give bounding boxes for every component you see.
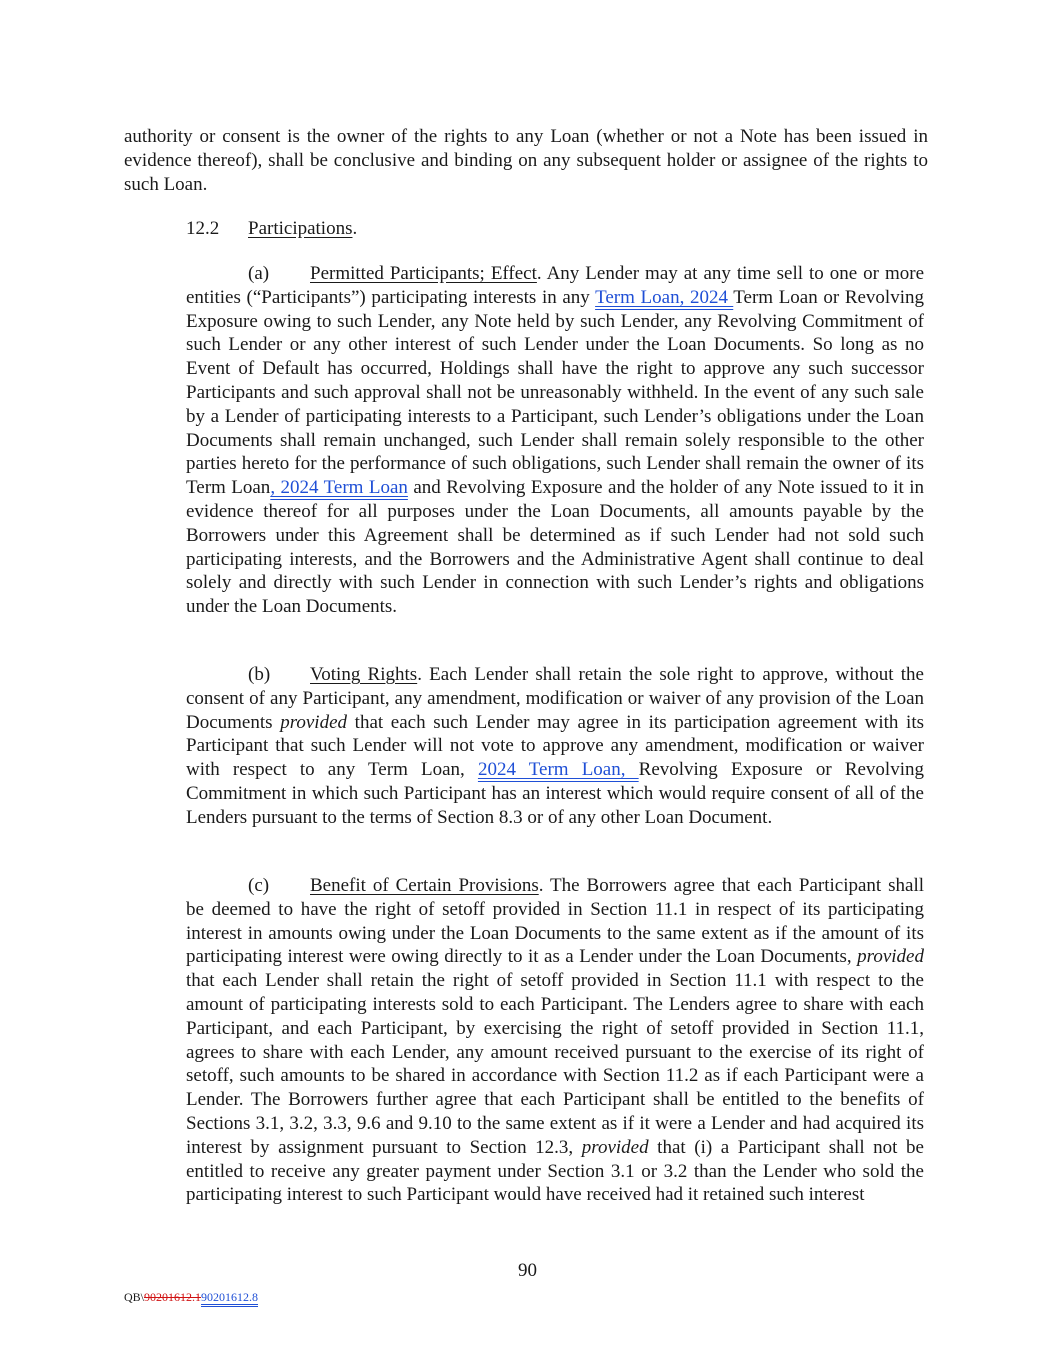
paragraph-a-text-1: . Any Lender may at any time sell to one or more entities (“Participants”) participating interests in any bbox=[186, 263, 925, 308]
page-number: 90 bbox=[518, 1260, 537, 1281]
inserted-text: Term Loan, 2024 bbox=[595, 286, 734, 308]
paragraph-b bbox=[186, 663, 924, 830]
document-id bbox=[124, 1290, 258, 1304]
inserted-text: , 2024 Term Loan bbox=[270, 477, 408, 499]
section-number: 12.2 bbox=[186, 218, 220, 239]
paragraph-b-label: (b) bbox=[248, 664, 271, 685]
paragraph-a bbox=[186, 262, 924, 619]
italic-provided: provided bbox=[857, 946, 924, 968]
paragraph-a-text-2: Term Loan or Revolving Exposure owing to such Lender, any Note held by such Lender, any Revolving Commitment of such Lender or any other interest of such Lender under the Loan Documents. So long as no Event of Default has occurred, Holdings shall have the right to approve any such successor Participants and such approval shall not be unreasonably withheld. In the event of any such sale by a Lender of participating interests to a Participant, such Lender’s obligations under the Loan Documents shall remain unchanged, such Lender shall remain solely responsible to the other parties hereto for the performance of such obligations, such Lender shall remain the owner of its Term Loan bbox=[186, 286, 924, 499]
paragraph-c-title: Benefit of Certain Provisions bbox=[310, 875, 539, 896]
paragraph-c-text-2: that each Lender shall retain the right of setoff provided in Section 11.1 with respect to the amount of participating interests sold to each Participant. The Lenders agree to share with each Participant, and each Participant, by exercising the right of setoff provided in Section 11.1, agrees to share with each Lender, any amount received pursuant to the exercise of its right of setoff, such amounts to be shared in accordance with Section 11.2 as if each Participant were a Lender. The Borrowers further agree that each Participant shall be entitled to the benefits of Sections 3.1, 3.2, 3.3, 9.6 and 9.10 to the same extent as if it were a Lender and had acquired its interest by assignment pursuant to Section 12.3, bbox=[186, 970, 924, 1158]
document-id-prefix: QB\ bbox=[124, 1290, 145, 1304]
paragraph-b-text-3: Revolving Exposure or Revolving Commitment in which such Participant has an interest which would require consent of all of the Lenders pursuant to the terms of Section 8.3 or of any other Loan Document. bbox=[186, 759, 924, 828]
italic-provided: provided bbox=[581, 1136, 649, 1158]
paragraph-b-text-1: . Each Lender shall retain the sole right to approve, without the consent of any Participant, any amendment, modification or waiver of any provision of the Loan Documents bbox=[186, 664, 924, 733]
inserted-text: 2024 Term Loan, bbox=[477, 759, 639, 781]
paragraph-a-label: (a) bbox=[248, 263, 270, 284]
paragraph-b-title: Voting Rights bbox=[310, 664, 418, 685]
paragraph-a-title: Permitted Participants; Effect bbox=[310, 263, 537, 284]
paragraph-c-label: (c) bbox=[248, 875, 270, 896]
paragraph-c bbox=[186, 874, 924, 1207]
intro-text: authority or consent is the owner of the rights to any Loan (whether or not a Note has been issued in evidence thereof), shall be conclusive and binding on any subsequent holder or assignee of the rights to such Loan. bbox=[124, 126, 928, 195]
section-heading bbox=[186, 217, 928, 241]
paragraph-a-text-3: and Revolving Exposure and the holder of any Note issued to it in evidence thereof for all purposes under the Loan Documents, all amounts payable by the Borrowers under this Agreement shall be determined as if such Lender had not sold such participating interests, and the Borrowers and the Administrative Agent shall continue to deal solely and directly with such Lender in connection with such Lender’s rights and obligations under the Loan Documents. bbox=[186, 477, 925, 618]
italic-provided: provided bbox=[280, 711, 348, 733]
intro-paragraph bbox=[124, 125, 928, 196]
deleted-document-id: 90201612.1 bbox=[144, 1290, 202, 1304]
paragraph-c-text-1: . The Borrowers agree that each Participant shall be deemed to have the right of setoff provided in Section 11.1 in respect of its participating interest in amounts owing under the Loan Documents to the same extent as if the amount of its participating interest were owing directly to it as a Lender under the Loan Documents, bbox=[186, 875, 924, 968]
paragraph-b-text-2: that each such Lender may agree in its participation agreement with its Participant that such Lender will not vote to approve any amendment, modification or waiver with respect to any Term Loan, bbox=[186, 711, 925, 781]
inserted-document-id: 90201612.8 bbox=[201, 1290, 259, 1304]
section-title-period: . bbox=[352, 218, 358, 239]
paragraph-c-text-3: that (i) a Participant shall not be entitled to receive any greater payment under Section 3.1 or 3.2 than the Lender who sold the participating interest to such Participant would have received had it retained such interest bbox=[186, 1136, 924, 1206]
section-title: Participations bbox=[248, 218, 353, 239]
